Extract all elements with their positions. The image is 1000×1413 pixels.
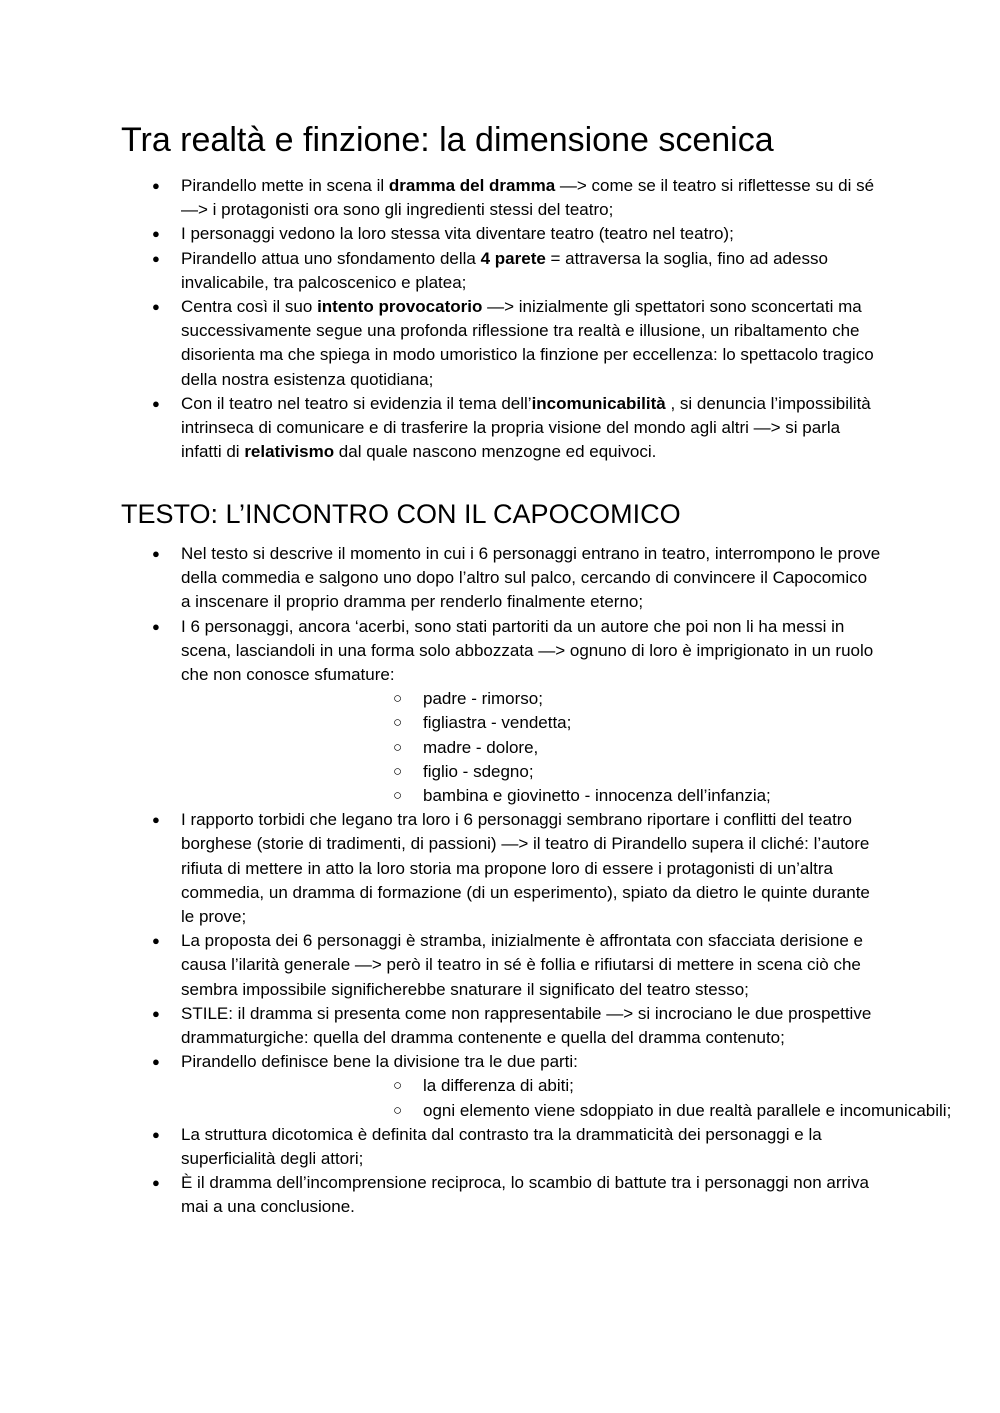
sub-list-item: ○ bambina e giovinetto - innocenza dell’infanzia; [181,784,1000,808]
sub-list-item: ○ figlio - sdegno; [181,760,1000,784]
item-text: I 6 personaggi, ancora ‘acerbi, sono stati partoriti da un autore che poi non li ha messi in scena, lasciandoli in una forma solo abbozzata —> ognuno di loro è imprigionato in un ruolo che non conosce sfumature: [181,616,874,685]
section-title-realta-finzione: Tra realtà e finzione: la dimensione scenica [121,121,774,159]
sub-list-item: ○ madre - dolore, [181,736,1000,760]
list-item: ● STILE: il dramma si presenta come non rappresentabile —> si incrociano le due prospettive drammaturgiche: quella del dramma contenente e quella del dramma contenuto; [0,1002,881,1050]
sub-list-roles [181,687,881,808]
bullet-list-dimensione-scenica [0,174,881,464]
item-text: Pirandello attua uno sfondamento della [181,248,481,268]
bold-term: incomunicabilità [531,393,666,413]
list-item [0,392,881,465]
item-text: Con il teatro nel teatro si evidenzia il tema dell’ [181,393,532,413]
item-text: , si denuncia l’impossibilità intrinseca di comunicare e di trasferire la propria visione del mondo agli altri —> si parla infatti di [181,393,871,462]
item-text: —> inizialmente gli spettatori sono sconcertati ma successivamente segue una profonda riflessione tra realtà e illusione, un ribaltamento che disorienta ma che spiega in modo umoristico la finzione per eccellenza: lo spettacolo tragico della nostra esistenza quotidiana; [181,297,874,389]
list-item [0,1050,952,1123]
sub-list-item: ○ figliastra - vendetta; [181,711,1000,735]
item-text: dal quale nascono menzogne ed equivoci. [334,442,657,462]
sub-list-item: ○ padre - rimorso; [181,687,1000,711]
item-text: Pirandello mette in scena il [181,176,389,195]
bold-term: 4 parete [480,248,546,268]
section-title-incontro-capocomico: TESTO: L’INCONTRO CON IL CAPOCOMICO [121,499,681,529]
bold-term: dramma del dramma [388,176,556,195]
sub-list-item: ○ la differenza di abiti; [181,1074,1000,1098]
list-item [0,174,881,222]
list-item [0,295,881,392]
bullet-list-incontro [0,542,952,1220]
list-item: ● Nel testo si descrive il momento in cui i 6 personaggi entrano in teatro, interrompono le prove della commedia e salgono uno dopo l’altro sul palco, cercando di convincere il Capocomico a inscenare il proprio dramma per renderlo finalmente eterno; [0,542,881,615]
sub-list-division [181,1074,952,1122]
item-text: —> come se il teatro si riflettesse su di sé —> i protagonisti ora sono gli ingredienti stessi del teatro; [181,176,875,220]
list-item: ● È il dramma dell’incomprensione reciproca, lo scambio di battute tra i personaggi non arriva mai a una conclusione. [0,1171,881,1219]
bold-term: relativismo [244,442,335,462]
item-text: = attraversa la soglia, fino ad adesso invalicabile, tra palcoscenico e platea; [181,248,828,292]
item-text: I personaggi vedono la loro stessa vita diventare teatro (teatro nel teatro); [181,224,734,244]
sub-list-item: ○ ogni elemento viene sdoppiato in due realtà parallele e incomunicabili; [181,1099,1000,1123]
list-item: ● I rapporto torbidi che legano tra loro i 6 personaggi sembrano riportare i conflitti del teatro borghese (storie di tradimenti, di passioni) —> il teatro di Pirandello supera il cliché: l’autore rifiuta di mettere in atto la loro storia ma propone loro di essere i protagonisti di un’altra commedia, un dramma di formazione (di un esperimento), spiato da dietro le quinte durante le prove; [0,808,881,929]
list-item [0,222,881,246]
bold-term: intento provocatorio [317,297,483,317]
list-item [0,247,881,295]
list-item: ● La proposta dei 6 personaggi è stramba, inizialmente è affrontata con sfacciata derisione e causa l’ilarità generale —> però il teatro in sé è follia e rifiutarsi di mettere in scena ciò che sembra impossibile significherebbe snaturare il significato del teatro stesso; [0,929,881,1002]
list-item [0,615,881,809]
item-text: Pirandello definisce bene la divisione tra le due parti: [181,1052,578,1072]
item-text: Centra così il suo [181,297,318,317]
list-item: ● La struttura dicotomica è definita dal contrasto tra la drammaticità dei personaggi e la superficialità degli attori; [0,1123,881,1171]
